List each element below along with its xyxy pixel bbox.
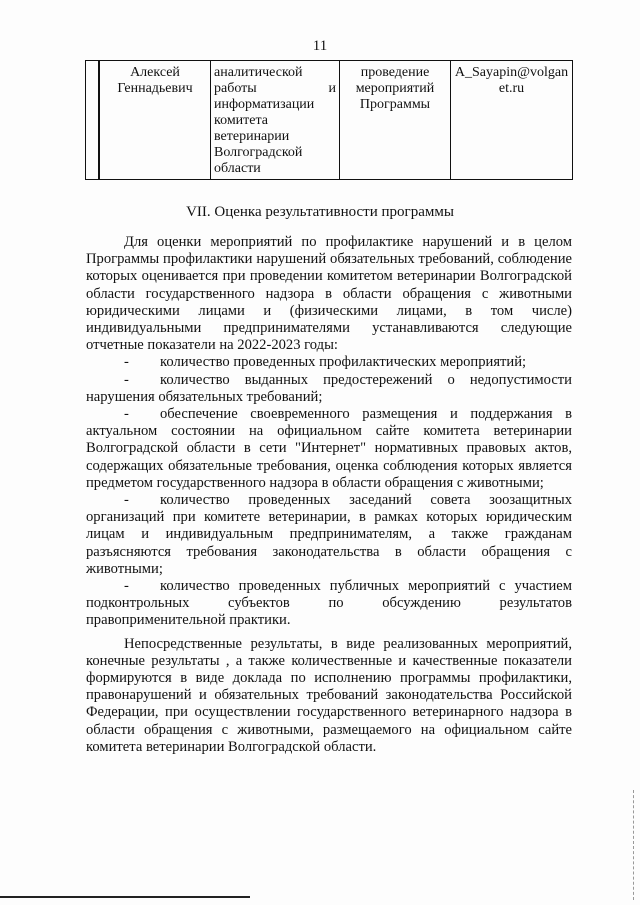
dept-line: аналитической [214,65,303,80]
document-body [86,234,572,756]
dept-line: ветеринарии [214,129,290,144]
dept-line: области [214,161,261,176]
footer-rule [0,896,250,898]
bullet-text: количество проведенных публичных мероприятий с участием подконтрольных субъектов по обсуждению результатов правоприменительной практики. [86,578,572,629]
scan-edge-marks [631,790,634,900]
bullet-item [86,372,572,406]
dept-word: и [328,81,336,96]
bullet-text: количество проведенных заседаний совета зоозащитных организаций при комитете ветеринарии, в рамках которых юридическим лицам и индивидуальным предпринимателям, а также гражданам разъясняются требования законодательства в области обращения с животными; [86,492,572,577]
bullet-dash: - [124,578,129,595]
table-row [86,61,573,180]
bullet-dash: - [124,406,129,423]
results-paragraph: Непосредственные результаты, в виде реализованных мероприятий, конечные результаты , а также количественные и качественные показатели формируются в виде доклада по исполнению программы профилактики, правонарушений и обязательных требований законодательства Российской Федерации, при осуществлении государственного ветеринарного надзора в области обращения с животными, размещаемого на официальном сайте комитета ветеринарии Волгоградской области. [86,635,572,755]
dept-line: комитета [214,113,269,128]
name-line: Алексей [130,65,180,80]
bullet-text: обеспечение своевременного размещения и поддержания в актуальном состоянии на официальном сайте комитета ветеринарии Волгоградской области в сети "Интернет" нормативных правовых актов, содержащих обязательные требования, оценка соблюдения которых является предметом государственного надзора в области обращения с животными; [86,406,572,491]
table-cell-index [86,61,100,180]
page-number: 11 [312,38,328,54]
bullet-item [86,354,572,371]
table-cell-email: A_Sayapin@volganet.ru [451,61,573,180]
dept-word: работы [214,81,257,96]
table-cell-duty: проведение мероприятий Программы [340,61,451,180]
intro-paragraph: Для оценки мероприятий по профилактике нарушений и в целом Программы профилактики нарушений обязательных требований, соблюдение которых оценивается при проведении комитетом ветеринарии Волгоградской области государственного надзора в области обращения с животными юридическими лицами и (физическими лицами, в том числе) индивидуальными предпринимателями устанавливаются следующие отчетные показатели на 2022-2023 годы: [86,234,572,354]
bullet-item [86,406,572,492]
bullet-text: количество выданных предостережений о недопустимости нарушения обязательных требований; [86,371,572,405]
bullet-item [86,578,572,630]
dept-line: информатизации [214,97,315,112]
table-cell-name [99,61,211,180]
name-line: Геннадьевич [117,81,193,96]
bullet-dash: - [124,354,129,371]
dept-line [214,81,336,97]
dept-line: Волгоградской [214,145,303,160]
bullet-dash: - [124,492,129,509]
responsible-persons-table [85,60,573,180]
section-title: VII. Оценка результативности программы [186,204,454,220]
table-cell-department [211,61,340,180]
bullet-item [86,492,572,578]
bullet-dash: - [124,371,129,388]
bullet-text: количество проведенных профилактических мероприятий; [160,354,527,371]
